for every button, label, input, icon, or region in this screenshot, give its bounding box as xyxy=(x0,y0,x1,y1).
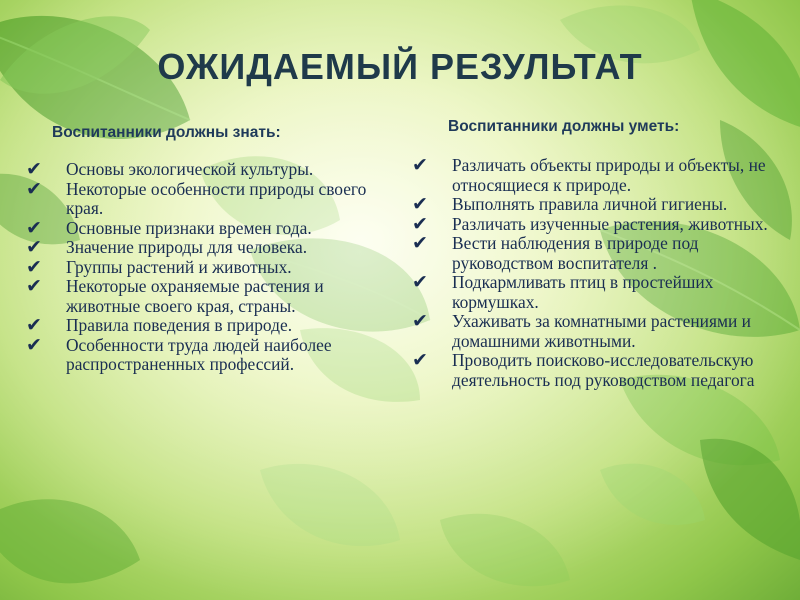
list-item-text: Различать изученные растения, животных. xyxy=(452,213,768,234)
checkmark-icon: ✔ xyxy=(26,333,42,356)
checkmark-icon: ✔ xyxy=(26,275,42,297)
checkmark-icon: ✔ xyxy=(26,158,42,180)
list-item-text: Подкармливать птиц в простейших кормушках. xyxy=(452,272,714,312)
list-item xyxy=(24,277,374,316)
list-item-text: Правила поведения в природе. xyxy=(66,315,293,335)
list-item-text: Выполнять правила личной гигиены. xyxy=(452,194,728,214)
slide-title: ОЖИДАЕМЫЙ РЕЗУЛЬТАТ xyxy=(157,46,643,87)
list-item xyxy=(410,351,790,390)
checkmark-icon: ✔ xyxy=(412,232,428,254)
list-item xyxy=(410,273,790,312)
checkmark-icon: ✔ xyxy=(412,193,428,215)
list-item xyxy=(410,156,790,195)
list-item-text: Особенности труда людей наиболее распространенных профессий. xyxy=(66,334,332,374)
checkmark-icon: ✔ xyxy=(412,349,428,371)
list-item xyxy=(24,238,374,258)
list-item xyxy=(24,316,374,336)
list-item-text: Вести наблюдения в природе под руководством воспитателя . xyxy=(452,233,699,273)
list-item-text: Различать объекты природы и объекты, не относящиеся к природе. xyxy=(452,155,766,195)
list-item xyxy=(24,177,374,219)
list-item xyxy=(24,160,374,180)
list-item xyxy=(24,333,374,375)
left-column-heading: Воспитанники должны знать: xyxy=(52,124,281,141)
checkmark-icon: ✔ xyxy=(26,216,42,239)
list-item xyxy=(24,216,374,239)
list-item xyxy=(410,195,790,215)
list-item-text: Основные признаки времен года. xyxy=(66,217,312,238)
list-item xyxy=(410,212,790,235)
list-item xyxy=(410,234,790,273)
list-item-text: Некоторые особенности природы своего края. xyxy=(66,178,367,218)
right-column-heading: Воспитанники должны уметь: xyxy=(448,118,680,135)
checkmark-icon: ✔ xyxy=(412,212,428,235)
list-item-text: Проводить поисково-исследовательскую деятельность под руководством педагога xyxy=(452,350,755,390)
checkmark-icon: ✔ xyxy=(412,271,428,293)
knowledge-list xyxy=(24,160,374,375)
checkmark-icon: ✔ xyxy=(26,177,42,200)
list-item-text: Ухаживать за комнатными растениями и домашними животными. xyxy=(452,311,751,351)
list-item-text: Основы экологической культуры. xyxy=(66,159,314,179)
list-item-text: Некоторые охраняемые растения и животные своего края, страны. xyxy=(66,276,324,316)
checkmark-icon: ✔ xyxy=(26,255,42,278)
list-item-text: Значение природы для человека. xyxy=(66,237,308,257)
skills-list xyxy=(410,156,790,390)
list-item xyxy=(24,255,374,278)
checkmark-icon: ✔ xyxy=(412,154,428,176)
checkmark-icon: ✔ xyxy=(412,310,428,332)
checkmark-icon: ✔ xyxy=(26,236,42,258)
checkmark-icon: ✔ xyxy=(26,314,42,336)
list-item-text: Группы растений и животных. xyxy=(66,256,292,277)
list-item xyxy=(410,312,790,351)
